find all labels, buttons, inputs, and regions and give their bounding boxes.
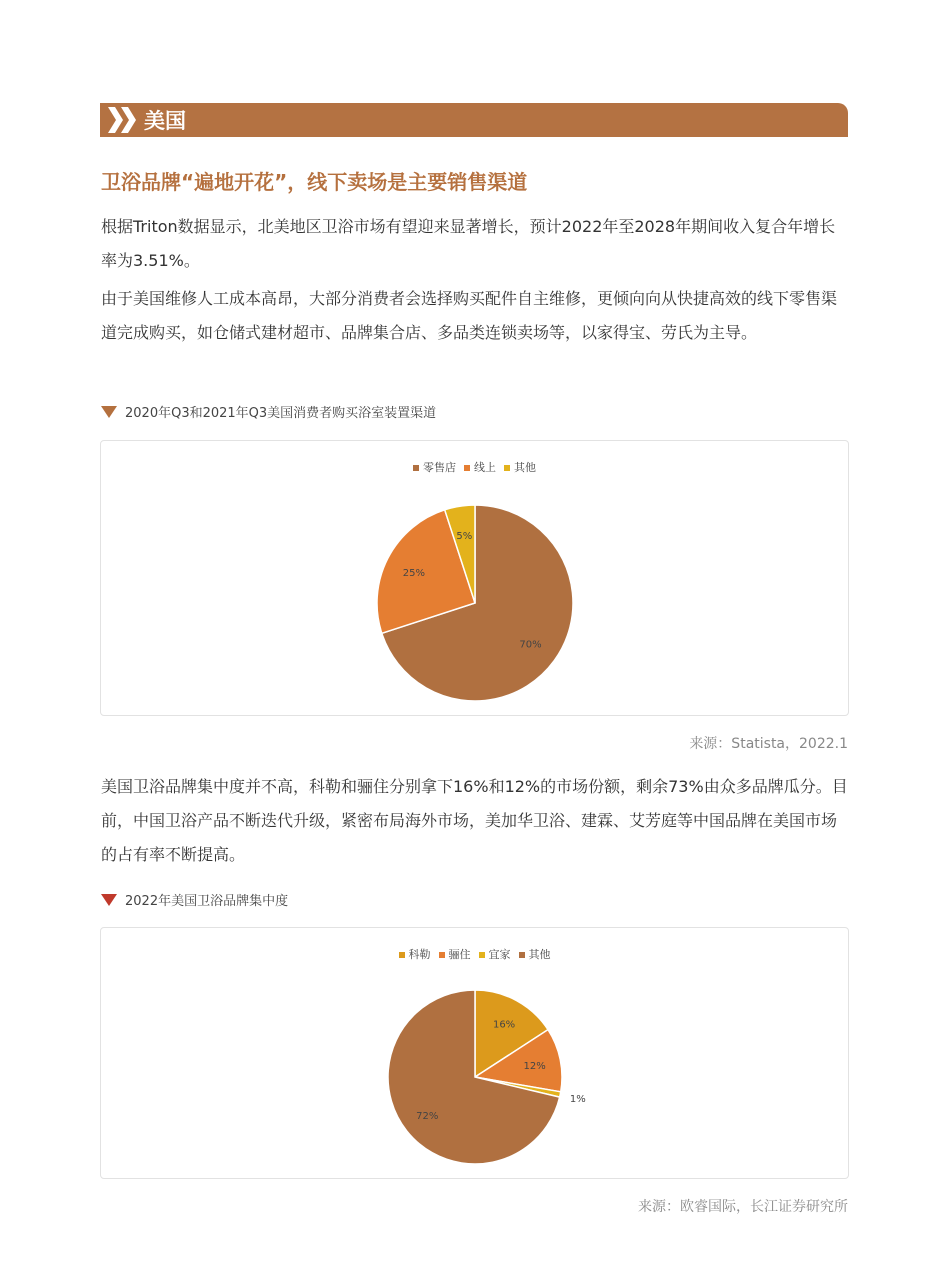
legend-label: 零售店	[423, 461, 456, 474]
legend-label: 骊住	[448, 948, 471, 961]
legend-item	[439, 946, 471, 962]
legend-item	[413, 459, 456, 475]
paragraph-2: 由于美国维修人工成本高昂，大部分消费者会选择购买配件自主维修，更倾向向从快捷高效的线下零售渠道完成购买，如仓储式建材超市、品牌集合店、多品类连锁卖场等，以家得宝、劳氏为主导。	[101, 289, 838, 342]
chart1-pie	[101, 441, 848, 715]
triangle-icon	[101, 406, 117, 418]
double-chevron-icon	[104, 103, 144, 137]
chart1-legend	[101, 459, 848, 475]
chart2-title: 2022年美国卫浴品牌集中度	[125, 894, 289, 909]
data-label: 72%	[416, 1110, 439, 1122]
legend-label: 科勒	[408, 948, 431, 961]
legend-swatch	[399, 952, 405, 958]
data-label: 25%	[402, 567, 425, 579]
legend-swatch	[479, 952, 485, 958]
chart1-caption	[101, 402, 436, 421]
legend-label: 宜家	[488, 948, 511, 961]
legend-swatch	[464, 465, 470, 471]
legend-swatch	[504, 465, 510, 471]
section-title: 美国	[144, 109, 186, 133]
triangle-icon	[101, 894, 117, 906]
chart2-box	[100, 927, 849, 1179]
legend-swatch	[413, 465, 419, 471]
heading: 卫浴品牌“遍地开花”，线下卖场是主要销售渠道	[101, 170, 528, 194]
data-label: 16%	[492, 1019, 516, 1031]
chart2-pie	[101, 928, 848, 1178]
legend-item	[399, 946, 431, 962]
legend-label: 其他	[514, 461, 536, 474]
chart2-legend	[101, 946, 848, 962]
data-label: 70%	[519, 639, 542, 651]
legend-label: 线上	[474, 461, 496, 474]
legend-swatch	[519, 952, 525, 958]
legend-label: 其他	[528, 948, 551, 961]
paragraph-1: 根据Triton数据显示，北美地区卫浴市场有望迎来显著增长，预计2022年至2028年期间收入复合年增长率为3.51%。	[101, 217, 836, 270]
chart1-title: 2020年Q3和2021年Q3美国消费者购买浴室装置渠道	[125, 406, 437, 421]
data-label: 5%	[456, 531, 473, 543]
legend-item	[479, 946, 511, 962]
legend-swatch	[439, 952, 445, 958]
data-label: 1%	[569, 1094, 586, 1106]
section-banner	[100, 103, 848, 137]
chart1-box	[100, 440, 849, 716]
paragraph-3: 美国卫浴品牌集中度并不高，科勒和骊住分别拿下16%和12%的市场份额，剩余73%由众多品牌瓜分。目前，中国卫浴产品不断迭代升级，紧密布局海外市场，美加华卫浴、建霖、艾芳庭等中国品牌在美国市场的占有率不断提高。	[101, 777, 848, 864]
legend-item	[519, 946, 551, 962]
chart2-caption	[101, 890, 288, 909]
source-2: 来源：欧睿国际，长江证券研究所	[638, 1199, 848, 1215]
legend-item	[464, 459, 496, 475]
source-1: 来源：Statista，2022.1	[689, 736, 848, 752]
legend-item	[504, 459, 536, 475]
data-label: 12%	[523, 1060, 546, 1072]
